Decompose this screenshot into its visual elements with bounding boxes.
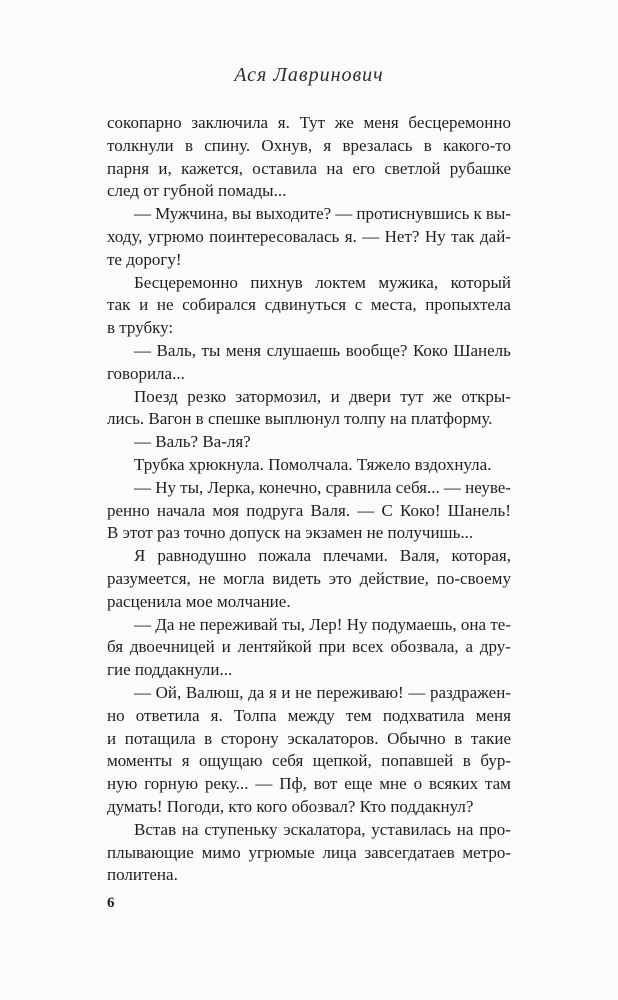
text-line: расценила мое молчание. bbox=[107, 591, 291, 611]
text-line: и потащила в сторону эскалаторов. Обычно в такие bbox=[107, 728, 511, 748]
text-line: лись. Вагон в спешке выплюнул толпу на платформу. bbox=[107, 409, 493, 429]
text-line: Трубка хрюкнула. Помолчала. Тяжело вздохнула. bbox=[134, 454, 492, 474]
text-line: след от губной помады... bbox=[107, 181, 287, 201]
text-line: — Да не переживай ты, Лер! Ну подумаешь, она те- bbox=[134, 614, 511, 634]
text-line: парня и, кажется, оставила на его светлой рубашке bbox=[107, 158, 511, 178]
text-line: — Ой, Валюш, да я и не переживаю! — раздражен- bbox=[134, 682, 511, 702]
page-number: 6 bbox=[107, 895, 115, 911]
text-line: бя двоечницей и лентяйкой при всех обозвала, а дру- bbox=[107, 637, 511, 657]
text-line: ходу, угрюмо поинтересовалась я. — Нет? Ну так дай- bbox=[107, 226, 511, 246]
text-line: в трубку: bbox=[107, 318, 174, 338]
text-line: так и не собирался сдвинуться с места, пропыхтела bbox=[107, 295, 511, 315]
text-line: плывающие мимо угрюмые лица завсегдатаев метро- bbox=[107, 842, 511, 862]
text-line: — Ну ты, Лерка, конечно, сравнила себя... — неуве- bbox=[134, 477, 511, 497]
text-line: Поезд резко затормозил, и двери тут же откры- bbox=[134, 386, 511, 406]
text-line: сокопарно заключила я. Тут же меня бесцеремонно bbox=[107, 113, 511, 132]
text-line: думать! Погоди, кто кого обозвал? Кто поддакнул? bbox=[107, 796, 474, 816]
author-header: Ася Лавринович bbox=[234, 64, 384, 86]
text-line: гие поддакнули... bbox=[107, 660, 233, 680]
text-line: разумеется, не могла видеть это действие, по-своему bbox=[107, 568, 511, 588]
text-line: Встав на ступеньку эскалатора, уставилась на про- bbox=[134, 819, 511, 839]
text-line: Я равнодушно пожала плечами. Валя, которая, bbox=[134, 546, 511, 566]
text-line: — Мужчина, вы выходите? — протиснувшись к вы- bbox=[134, 204, 511, 224]
text-line: ренно начала моя подруга Валя. — С Коко! Шанель! bbox=[107, 500, 511, 520]
body-text-block bbox=[107, 112, 511, 887]
text-line: — Валь? Ва-ля? bbox=[134, 432, 251, 452]
text-line: Бесцеремонно пихнув локтем мужика, который bbox=[134, 272, 511, 292]
text-line: ную горную реку... — Пф, вот еще мне о всяких там bbox=[107, 774, 511, 794]
text-line: моменты я ощущаю себя щепкой, попавшей в бур- bbox=[107, 751, 511, 771]
text-line: те дорогу! bbox=[107, 249, 182, 269]
text-line: политена. bbox=[107, 865, 178, 885]
text-line: говорила... bbox=[107, 363, 185, 383]
text-line: но ответила я. Толпа между тем подхватила меня bbox=[107, 705, 511, 725]
text-line: — Валь, ты меня слушаешь вообще? Коко Шанель bbox=[134, 340, 511, 360]
text-line: В этот раз точно допуск на экзамен не получишь... bbox=[107, 523, 474, 543]
text-line: толкнули в спину. Охнув, я врезалась в какого-то bbox=[107, 135, 511, 155]
